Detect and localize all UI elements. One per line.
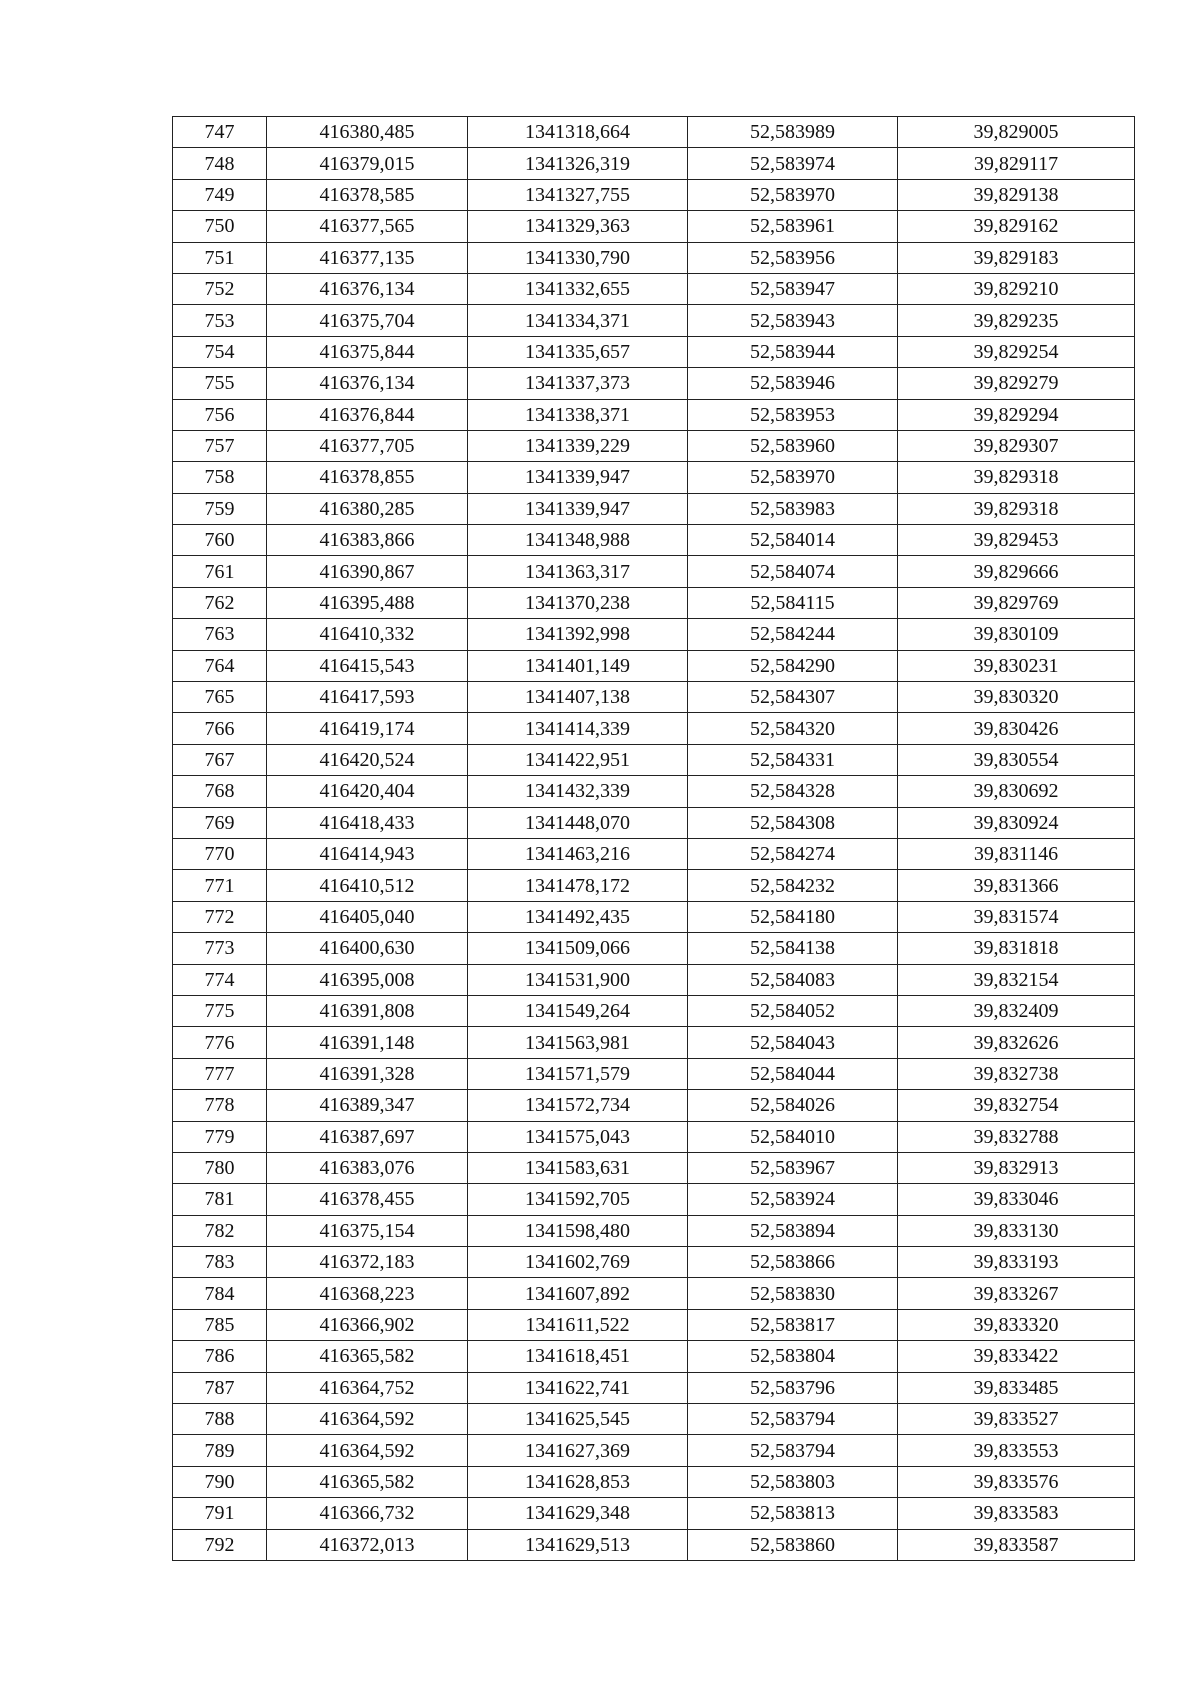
x-coordinate-cell: 416377,565 [267, 211, 468, 242]
latitude-cell: 52,584138 [688, 933, 898, 964]
longitude-cell: 39,829279 [898, 368, 1135, 399]
y-coordinate-cell: 1341463,216 [468, 838, 688, 869]
latitude-cell: 52,583804 [688, 1341, 898, 1372]
point-number-cell: 763 [173, 619, 267, 650]
longitude-cell: 39,831818 [898, 933, 1135, 964]
x-coordinate-cell: 416364,752 [267, 1372, 468, 1403]
latitude-cell: 52,583796 [688, 1372, 898, 1403]
longitude-cell: 39,829138 [898, 179, 1135, 210]
y-coordinate-cell: 1341592,705 [468, 1184, 688, 1215]
y-coordinate-cell: 1341414,339 [468, 713, 688, 744]
longitude-cell: 39,829318 [898, 493, 1135, 524]
longitude-cell: 39,833576 [898, 1466, 1135, 1497]
y-coordinate-cell: 1341326,319 [468, 148, 688, 179]
latitude-cell: 52,583803 [688, 1466, 898, 1497]
longitude-cell: 39,830109 [898, 619, 1135, 650]
table-row [173, 462, 1135, 493]
latitude-cell: 52,583967 [688, 1152, 898, 1183]
point-number-cell: 760 [173, 525, 267, 556]
y-coordinate-cell: 1341432,339 [468, 776, 688, 807]
longitude-cell: 39,832154 [898, 964, 1135, 995]
table-row [173, 1027, 1135, 1058]
y-coordinate-cell: 1341339,947 [468, 462, 688, 493]
latitude-cell: 52,584244 [688, 619, 898, 650]
y-coordinate-cell: 1341334,371 [468, 305, 688, 336]
y-coordinate-cell: 1341602,769 [468, 1247, 688, 1278]
latitude-cell: 52,583970 [688, 179, 898, 210]
x-coordinate-cell: 416366,732 [267, 1498, 468, 1529]
longitude-cell: 39,833583 [898, 1498, 1135, 1529]
latitude-cell: 52,584308 [688, 807, 898, 838]
latitude-cell: 52,583956 [688, 242, 898, 273]
point-number-cell: 759 [173, 493, 267, 524]
latitude-cell: 52,584331 [688, 744, 898, 775]
latitude-cell: 52,583866 [688, 1247, 898, 1278]
point-number-cell: 749 [173, 179, 267, 210]
x-coordinate-cell: 416410,332 [267, 619, 468, 650]
y-coordinate-cell: 1341628,853 [468, 1466, 688, 1497]
point-number-cell: 776 [173, 1027, 267, 1058]
latitude-cell: 52,583894 [688, 1215, 898, 1246]
longitude-cell: 39,833587 [898, 1529, 1135, 1560]
point-number-cell: 761 [173, 556, 267, 587]
longitude-cell: 39,830554 [898, 744, 1135, 775]
longitude-cell: 39,830320 [898, 682, 1135, 713]
table-row [173, 807, 1135, 838]
x-coordinate-cell: 416377,135 [267, 242, 468, 273]
x-coordinate-cell: 416420,524 [267, 744, 468, 775]
y-coordinate-cell: 1341627,369 [468, 1435, 688, 1466]
point-number-cell: 780 [173, 1152, 267, 1183]
x-coordinate-cell: 416364,592 [267, 1404, 468, 1435]
x-coordinate-cell: 416365,582 [267, 1466, 468, 1497]
longitude-cell: 39,829254 [898, 336, 1135, 367]
y-coordinate-cell: 1341332,655 [468, 273, 688, 304]
longitude-cell: 39,832754 [898, 1090, 1135, 1121]
table-row [173, 1309, 1135, 1340]
point-number-cell: 766 [173, 713, 267, 744]
x-coordinate-cell: 416415,543 [267, 650, 468, 681]
longitude-cell: 39,833046 [898, 1184, 1135, 1215]
longitude-cell: 39,830924 [898, 807, 1135, 838]
point-number-cell: 786 [173, 1341, 267, 1372]
latitude-cell: 52,583860 [688, 1529, 898, 1560]
y-coordinate-cell: 1341598,480 [468, 1215, 688, 1246]
table-row [173, 1090, 1135, 1121]
x-coordinate-cell: 416395,488 [267, 587, 468, 618]
table-row [173, 148, 1135, 179]
latitude-cell: 52,583983 [688, 493, 898, 524]
x-coordinate-cell: 416414,943 [267, 838, 468, 869]
y-coordinate-cell: 1341478,172 [468, 870, 688, 901]
point-number-cell: 767 [173, 744, 267, 775]
point-number-cell: 790 [173, 1466, 267, 1497]
x-coordinate-cell: 416387,697 [267, 1121, 468, 1152]
x-coordinate-cell: 416395,008 [267, 964, 468, 995]
table-row [173, 870, 1135, 901]
x-coordinate-cell: 416366,902 [267, 1309, 468, 1340]
x-coordinate-cell: 416365,582 [267, 1341, 468, 1372]
table-row [173, 1435, 1135, 1466]
longitude-cell: 39,829210 [898, 273, 1135, 304]
x-coordinate-cell: 416378,455 [267, 1184, 468, 1215]
table-row [173, 399, 1135, 430]
x-coordinate-cell: 416375,704 [267, 305, 468, 336]
longitude-cell: 39,829318 [898, 462, 1135, 493]
table-row [173, 587, 1135, 618]
latitude-cell: 52,584290 [688, 650, 898, 681]
table-row [173, 336, 1135, 367]
table-row [173, 1184, 1135, 1215]
table-row [173, 776, 1135, 807]
point-number-cell: 770 [173, 838, 267, 869]
longitude-cell: 39,830426 [898, 713, 1135, 744]
latitude-cell: 52,584115 [688, 587, 898, 618]
y-coordinate-cell: 1341327,755 [468, 179, 688, 210]
latitude-cell: 52,583924 [688, 1184, 898, 1215]
table-row [173, 368, 1135, 399]
latitude-cell: 52,583794 [688, 1435, 898, 1466]
point-number-cell: 768 [173, 776, 267, 807]
point-number-cell: 764 [173, 650, 267, 681]
latitude-cell: 52,584044 [688, 1058, 898, 1089]
point-number-cell: 792 [173, 1529, 267, 1560]
table-row [173, 619, 1135, 650]
x-coordinate-cell: 416380,485 [267, 117, 468, 148]
table-row [173, 1278, 1135, 1309]
longitude-cell: 39,832409 [898, 995, 1135, 1026]
latitude-cell: 52,583947 [688, 273, 898, 304]
point-number-cell: 789 [173, 1435, 267, 1466]
latitude-cell: 52,583989 [688, 117, 898, 148]
point-number-cell: 748 [173, 148, 267, 179]
point-number-cell: 771 [173, 870, 267, 901]
table-row [173, 964, 1135, 995]
y-coordinate-cell: 1341448,070 [468, 807, 688, 838]
x-coordinate-cell: 416376,134 [267, 368, 468, 399]
longitude-cell: 39,829294 [898, 399, 1135, 430]
x-coordinate-cell: 416405,040 [267, 901, 468, 932]
y-coordinate-cell: 1341339,947 [468, 493, 688, 524]
point-number-cell: 753 [173, 305, 267, 336]
table-row [173, 1466, 1135, 1497]
longitude-cell: 39,833422 [898, 1341, 1135, 1372]
table-row [173, 1372, 1135, 1403]
x-coordinate-cell: 416372,013 [267, 1529, 468, 1560]
point-number-cell: 769 [173, 807, 267, 838]
latitude-cell: 52,583817 [688, 1309, 898, 1340]
point-number-cell: 784 [173, 1278, 267, 1309]
y-coordinate-cell: 1341618,451 [468, 1341, 688, 1372]
point-number-cell: 772 [173, 901, 267, 932]
table-row [173, 117, 1135, 148]
x-coordinate-cell: 416389,347 [267, 1090, 468, 1121]
point-number-cell: 758 [173, 462, 267, 493]
point-number-cell: 787 [173, 1372, 267, 1403]
y-coordinate-cell: 1341607,892 [468, 1278, 688, 1309]
y-coordinate-cell: 1341338,371 [468, 399, 688, 430]
longitude-cell: 39,829117 [898, 148, 1135, 179]
y-coordinate-cell: 1341622,741 [468, 1372, 688, 1403]
table-row [173, 1247, 1135, 1278]
latitude-cell: 52,584274 [688, 838, 898, 869]
longitude-cell: 39,829235 [898, 305, 1135, 336]
latitude-cell: 52,584083 [688, 964, 898, 995]
point-number-cell: 750 [173, 211, 267, 242]
longitude-cell: 39,829453 [898, 525, 1135, 556]
y-coordinate-cell: 1341583,631 [468, 1152, 688, 1183]
x-coordinate-cell: 416417,593 [267, 682, 468, 713]
longitude-cell: 39,832788 [898, 1121, 1135, 1152]
y-coordinate-cell: 1341363,317 [468, 556, 688, 587]
latitude-cell: 52,584180 [688, 901, 898, 932]
latitude-cell: 52,584014 [688, 525, 898, 556]
point-number-cell: 788 [173, 1404, 267, 1435]
x-coordinate-cell: 416418,433 [267, 807, 468, 838]
y-coordinate-cell: 1341575,043 [468, 1121, 688, 1152]
x-coordinate-cell: 416391,808 [267, 995, 468, 1026]
point-number-cell: 751 [173, 242, 267, 273]
latitude-cell: 52,583813 [688, 1498, 898, 1529]
latitude-cell: 52,583961 [688, 211, 898, 242]
table-row [173, 211, 1135, 242]
point-number-cell: 756 [173, 399, 267, 430]
y-coordinate-cell: 1341330,790 [468, 242, 688, 273]
x-coordinate-cell: 416419,174 [267, 713, 468, 744]
point-number-cell: 779 [173, 1121, 267, 1152]
y-coordinate-cell: 1341629,348 [468, 1498, 688, 1529]
longitude-cell: 39,830692 [898, 776, 1135, 807]
coordinates-table-body [173, 117, 1135, 1561]
y-coordinate-cell: 1341611,522 [468, 1309, 688, 1340]
longitude-cell: 39,833527 [898, 1404, 1135, 1435]
longitude-cell: 39,830231 [898, 650, 1135, 681]
table-row [173, 1341, 1135, 1372]
point-number-cell: 782 [173, 1215, 267, 1246]
table-row [173, 273, 1135, 304]
latitude-cell: 52,584074 [688, 556, 898, 587]
longitude-cell: 39,832913 [898, 1152, 1135, 1183]
table-row [173, 493, 1135, 524]
table-row [173, 525, 1135, 556]
y-coordinate-cell: 1341492,435 [468, 901, 688, 932]
latitude-cell: 52,584307 [688, 682, 898, 713]
table-row [173, 556, 1135, 587]
latitude-cell: 52,583944 [688, 336, 898, 367]
table-row [173, 901, 1135, 932]
table-row [173, 179, 1135, 210]
point-number-cell: 777 [173, 1058, 267, 1089]
table-row [173, 242, 1135, 273]
longitude-cell: 39,832738 [898, 1058, 1135, 1089]
point-number-cell: 775 [173, 995, 267, 1026]
latitude-cell: 52,584052 [688, 995, 898, 1026]
latitude-cell: 52,584010 [688, 1121, 898, 1152]
y-coordinate-cell: 1341629,513 [468, 1529, 688, 1560]
table-row [173, 1058, 1135, 1089]
y-coordinate-cell: 1341407,138 [468, 682, 688, 713]
latitude-cell: 52,583970 [688, 462, 898, 493]
point-number-cell: 781 [173, 1184, 267, 1215]
x-coordinate-cell: 416368,223 [267, 1278, 468, 1309]
x-coordinate-cell: 416380,285 [267, 493, 468, 524]
point-number-cell: 762 [173, 587, 267, 618]
latitude-cell: 52,583960 [688, 430, 898, 461]
y-coordinate-cell: 1341392,998 [468, 619, 688, 650]
point-number-cell: 765 [173, 682, 267, 713]
x-coordinate-cell: 416420,404 [267, 776, 468, 807]
y-coordinate-cell: 1341348,988 [468, 525, 688, 556]
latitude-cell: 52,583953 [688, 399, 898, 430]
longitude-cell: 39,833267 [898, 1278, 1135, 1309]
table-row [173, 713, 1135, 744]
x-coordinate-cell: 416391,328 [267, 1058, 468, 1089]
y-coordinate-cell: 1341571,579 [468, 1058, 688, 1089]
x-coordinate-cell: 416375,844 [267, 336, 468, 367]
latitude-cell: 52,584320 [688, 713, 898, 744]
table-row [173, 305, 1135, 336]
longitude-cell: 39,829183 [898, 242, 1135, 273]
latitude-cell: 52,583830 [688, 1278, 898, 1309]
point-number-cell: 785 [173, 1309, 267, 1340]
latitude-cell: 52,584043 [688, 1027, 898, 1058]
y-coordinate-cell: 1341401,149 [468, 650, 688, 681]
y-coordinate-cell: 1341509,066 [468, 933, 688, 964]
point-number-cell: 783 [173, 1247, 267, 1278]
longitude-cell: 39,832626 [898, 1027, 1135, 1058]
longitude-cell: 39,833130 [898, 1215, 1135, 1246]
y-coordinate-cell: 1341531,900 [468, 964, 688, 995]
point-number-cell: 774 [173, 964, 267, 995]
y-coordinate-cell: 1341563,981 [468, 1027, 688, 1058]
x-coordinate-cell: 416375,154 [267, 1215, 468, 1246]
y-coordinate-cell: 1341329,363 [468, 211, 688, 242]
x-coordinate-cell: 416378,585 [267, 179, 468, 210]
latitude-cell: 52,583794 [688, 1404, 898, 1435]
table-row [173, 1529, 1135, 1560]
longitude-cell: 39,831574 [898, 901, 1135, 932]
table-row [173, 430, 1135, 461]
point-number-cell: 747 [173, 117, 267, 148]
point-number-cell: 752 [173, 273, 267, 304]
y-coordinate-cell: 1341572,734 [468, 1090, 688, 1121]
longitude-cell: 39,833485 [898, 1372, 1135, 1403]
latitude-cell: 52,583974 [688, 148, 898, 179]
latitude-cell: 52,584232 [688, 870, 898, 901]
x-coordinate-cell: 416377,705 [267, 430, 468, 461]
table-row [173, 682, 1135, 713]
point-number-cell: 773 [173, 933, 267, 964]
x-coordinate-cell: 416372,183 [267, 1247, 468, 1278]
point-number-cell: 791 [173, 1498, 267, 1529]
table-row [173, 1404, 1135, 1435]
x-coordinate-cell: 416383,076 [267, 1152, 468, 1183]
longitude-cell: 39,829666 [898, 556, 1135, 587]
point-number-cell: 778 [173, 1090, 267, 1121]
latitude-cell: 52,583946 [688, 368, 898, 399]
point-number-cell: 754 [173, 336, 267, 367]
x-coordinate-cell: 416364,592 [267, 1435, 468, 1466]
table-row [173, 744, 1135, 775]
x-coordinate-cell: 416378,855 [267, 462, 468, 493]
y-coordinate-cell: 1341549,264 [468, 995, 688, 1026]
table-row [173, 933, 1135, 964]
x-coordinate-cell: 416410,512 [267, 870, 468, 901]
table-row [173, 1121, 1135, 1152]
y-coordinate-cell: 1341422,951 [468, 744, 688, 775]
longitude-cell: 39,829005 [898, 117, 1135, 148]
y-coordinate-cell: 1341337,373 [468, 368, 688, 399]
point-number-cell: 757 [173, 430, 267, 461]
point-number-cell: 755 [173, 368, 267, 399]
latitude-cell: 52,584328 [688, 776, 898, 807]
coordinates-table [172, 116, 1135, 1561]
y-coordinate-cell: 1341339,229 [468, 430, 688, 461]
latitude-cell: 52,584026 [688, 1090, 898, 1121]
table-row [173, 838, 1135, 869]
y-coordinate-cell: 1341318,664 [468, 117, 688, 148]
longitude-cell: 39,833320 [898, 1309, 1135, 1340]
longitude-cell: 39,833553 [898, 1435, 1135, 1466]
x-coordinate-cell: 416400,630 [267, 933, 468, 964]
longitude-cell: 39,831146 [898, 838, 1135, 869]
x-coordinate-cell: 416376,134 [267, 273, 468, 304]
longitude-cell: 39,829162 [898, 211, 1135, 242]
table-row [173, 650, 1135, 681]
x-coordinate-cell: 416379,015 [267, 148, 468, 179]
longitude-cell: 39,829307 [898, 430, 1135, 461]
table-row [173, 1152, 1135, 1183]
y-coordinate-cell: 1341625,545 [468, 1404, 688, 1435]
x-coordinate-cell: 416383,866 [267, 525, 468, 556]
x-coordinate-cell: 416390,867 [267, 556, 468, 587]
x-coordinate-cell: 416391,148 [267, 1027, 468, 1058]
x-coordinate-cell: 416376,844 [267, 399, 468, 430]
longitude-cell: 39,829769 [898, 587, 1135, 618]
table-row [173, 1215, 1135, 1246]
longitude-cell: 39,831366 [898, 870, 1135, 901]
latitude-cell: 52,583943 [688, 305, 898, 336]
table-row [173, 1498, 1135, 1529]
y-coordinate-cell: 1341370,238 [468, 587, 688, 618]
longitude-cell: 39,833193 [898, 1247, 1135, 1278]
table-row [173, 995, 1135, 1026]
y-coordinate-cell: 1341335,657 [468, 336, 688, 367]
